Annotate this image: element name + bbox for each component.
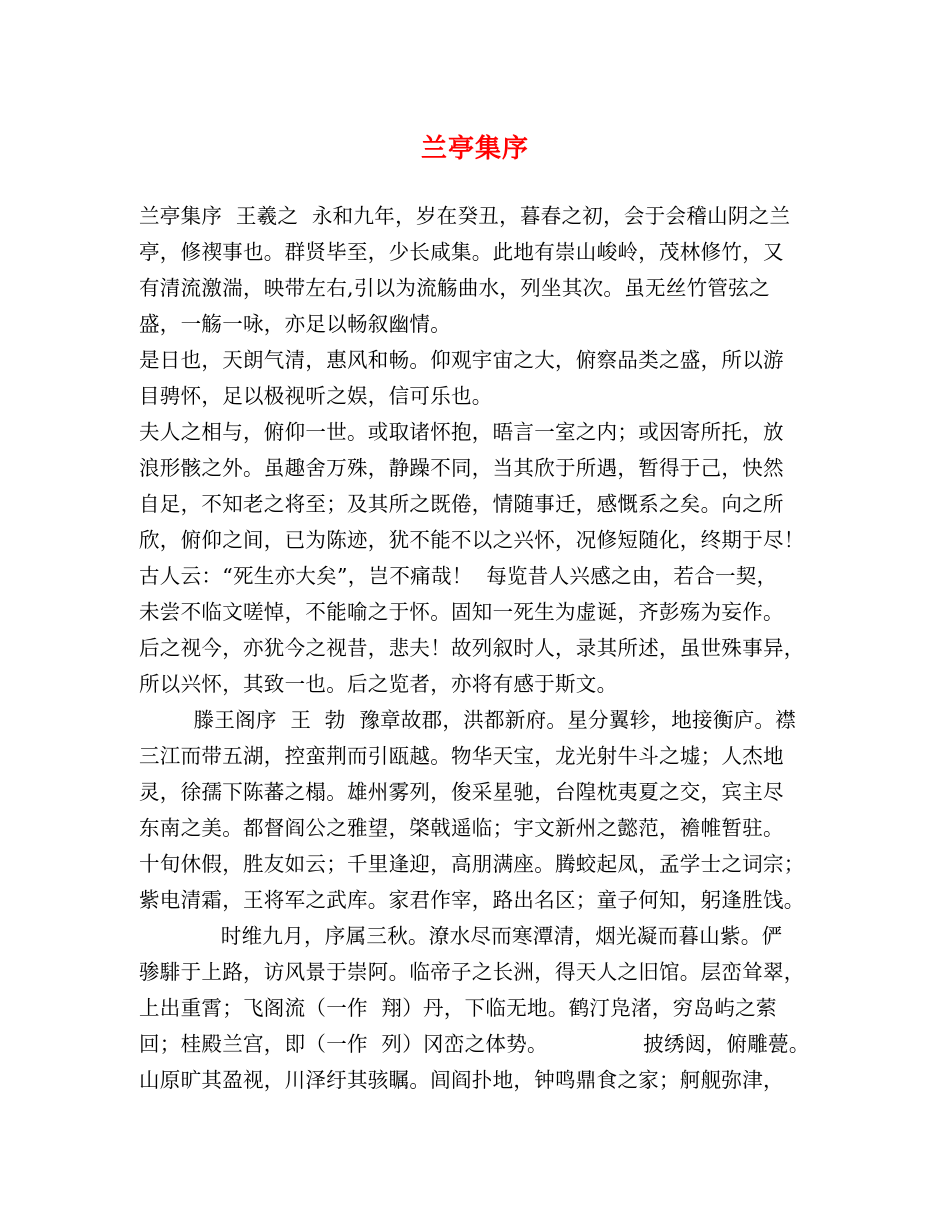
text-line: 东南之美。都督阎公之雅望，棨戟遥临；宇文新州之懿范，襜帷暂驻。	[139, 816, 784, 840]
text-line: 未尝不临文嗟悼，不能喻之于怀。固知一死生为虚诞，齐彭殇为妄作。	[139, 600, 784, 624]
text-line: 有清流激湍，映带左右,引以为流觞曲水，列坐其次。虽无丝竹管弦之	[139, 276, 770, 300]
text-line: 兰亭集序 王羲之 永和九年，岁在癸丑，暮春之初，会于会稽山阴之兰	[139, 204, 791, 228]
text-line: 三江而带五湖，控蛮荆而引瓯越。物华天宝，龙光射牛斗之墟；人杰地	[139, 744, 784, 768]
text-line: 上出重霄；飞阁流（一作 翔）丹，下临无地。鹤汀凫渚，穷岛屿之萦	[139, 996, 777, 1020]
text-line: 回；桂殿兰宫，即（一作 列）冈峦之体势。 披绣闼，俯雕甍。	[139, 1032, 810, 1056]
text-line: 亭，修禊事也。群贤毕至，少长咸集。此地有崇山峻岭，茂林修竹，又	[139, 240, 784, 264]
text-line: 山原旷其盈视，川泽纡其骇瞩。闾阎扑地，钟鸣鼎食之家；舸舰弥津，	[139, 1068, 784, 1092]
text-line: 浪形骸之外。虽趣舍万殊，静躁不同，当其欣于所遇，暂得于己，快然	[139, 456, 784, 480]
document-body	[139, 198, 819, 1098]
text-line: 目骋怀，足以极视听之娱，信可乐也。	[139, 384, 493, 408]
text-line: 自足，不知老之将至；及其所之既倦，情随事迁，感慨系之矣。向之所	[139, 492, 784, 516]
text-line: 骖騑于上路，访风景于崇阿。临帝子之长洲，得天人之旧馆。层峦耸翠，	[139, 960, 805, 984]
text-line: 古人云：“死生亦大矣”，岂不痛哉！ 每览昔人兴感之由，若合一契，	[139, 564, 778, 588]
text-line: 夫人之相与，俯仰一世。或取诸怀抱，晤言一室之内；或因寄所托，放	[139, 420, 784, 444]
text-line: 灵，徐孺下陈蕃之榻。雄州雾列，俊采星驰，台隍枕夷夏之交，宾主尽	[139, 780, 784, 804]
text-line: 所以兴怀，其致一也。后之览者，亦将有感于斯文。	[139, 672, 618, 696]
text-line: 紫电清霜，王将军之武库。家君作宰，路出名区；童子何知，躬逢胜饯。	[139, 888, 805, 912]
text-line: 时维九月，序属三秋。潦水尽而寒潭清，烟光凝而暮山紫。俨	[139, 924, 783, 948]
text-line: 后之视今，亦犹今之视昔，悲夫！故列叙时人，录其所述，虽世殊事异，	[139, 636, 805, 660]
text-line: 盛，一觞一咏，亦足以畅叙幽情。	[139, 312, 451, 336]
text-line: 十旬休假，胜友如云；千里逢迎，高朋满座。腾蛟起凤，孟学士之词宗；	[139, 852, 805, 876]
text-line: 欣，俯仰之间，已为陈迹，犹不能不以之兴怀，况修短随化，终期于尽！	[139, 528, 805, 552]
text-line: 是日也，天朗气清，惠风和畅。仰观宇宙之大，俯察品类之盛，所以游	[139, 348, 784, 372]
text-line: 滕王阁序 王 勃 豫章故郡，洪都新府。星分翼轸，地接衡庐。襟	[139, 708, 797, 732]
page-title: 兰亭集序	[420, 134, 529, 164]
